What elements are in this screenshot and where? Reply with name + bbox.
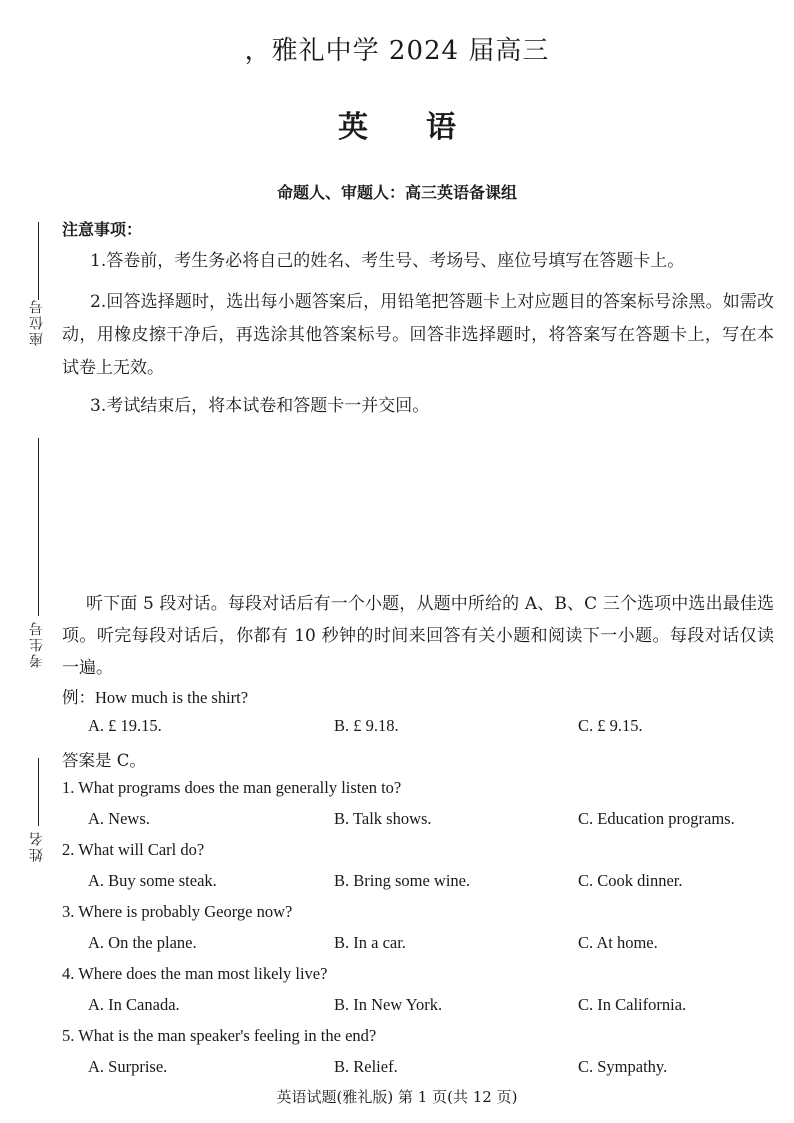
page-footer: 英语试题(雅礼版) 第 1 页(共 12 页) [276,1088,518,1106]
option-a: A. Surprise. [88,1057,168,1076]
margin-label-exam-no: 考生号 [29,620,45,668]
option-c: C. Sympathy. [578,1057,668,1076]
notice-item-2: 2.回答选择题时，选出每小题答案后，用铅笔把答题卡上对应题目的答案标号涂黑。如需改动，用橡皮擦干净后，再选涂其他答案标号。回答非选择题时，将答案写在答题卡上，写在本试卷上无效。 [62,292,774,378]
option-c: C. Education programs. [578,809,735,828]
question-text: 2. What will Carl do? [62,840,205,859]
authors-line: 命题人、审题人：高三英语备课组 [276,183,517,202]
option-c: C. At home. [578,933,658,952]
notice-item-3: 3.考试结束后，将本试卷和答题卡一并交回。 [90,396,430,416]
example-option-a: A. £ 19.15. [88,716,162,735]
subject-title: 英语 [338,110,514,145]
question-text: 4. Where does the man most likely live? [62,964,328,983]
option-b: B. Relief. [334,1057,398,1076]
option-b: B. Talk shows. [334,809,432,828]
question-text: 5. What is the man speaker's feeling in the end? [62,1026,377,1045]
notice-item-1: 1.答卷前，考生务必将自己的姓名、考生号、考场号、座位号填写在答题卡上。 [90,251,685,271]
option-a: A. On the plane. [88,933,197,952]
margin-line-middle [38,438,39,616]
margin-label-name: 姓名 [29,830,45,862]
question-text: 1. What programs does the man generally listen to? [62,778,402,797]
option-a: A. In Canada. [88,995,180,1014]
option-c: C. Cook dinner. [578,871,683,890]
section-intro: 听下面 5 段对话。每段对话后有一个小题，从题中所给的 A、B、C 三个选项中选出最佳选项。听完每段对话后，你都有 10 秒钟的时间来回答有关小题和阅读下一小题。每段对话仅读一遍。 [62,594,774,678]
option-c: C. In California. [578,995,687,1014]
school-title: ，雅礼中学 2024 届高三 [244,36,550,66]
option-b: B. Bring some wine. [334,871,471,890]
option-b: B. In a car. [334,933,406,952]
example-option-b: B. £ 9.18. [334,716,399,735]
margin-line-bottom [38,758,39,826]
option-a: A. News. [88,809,150,828]
example-answer: 答案是 C。 [62,751,146,770]
notice-heading: 注意事项： [62,220,143,239]
margin-label-seat: 座位号 [29,298,45,346]
question-text: 3. Where is probably George now? [62,902,293,921]
example-option-c: C. £ 9.15. [578,716,643,735]
margin-line-top [38,222,39,300]
option-a: A. Buy some steak. [88,871,217,890]
example-question: 例：How much is the shirt? [62,688,249,707]
option-b: B. In New York. [334,995,443,1014]
